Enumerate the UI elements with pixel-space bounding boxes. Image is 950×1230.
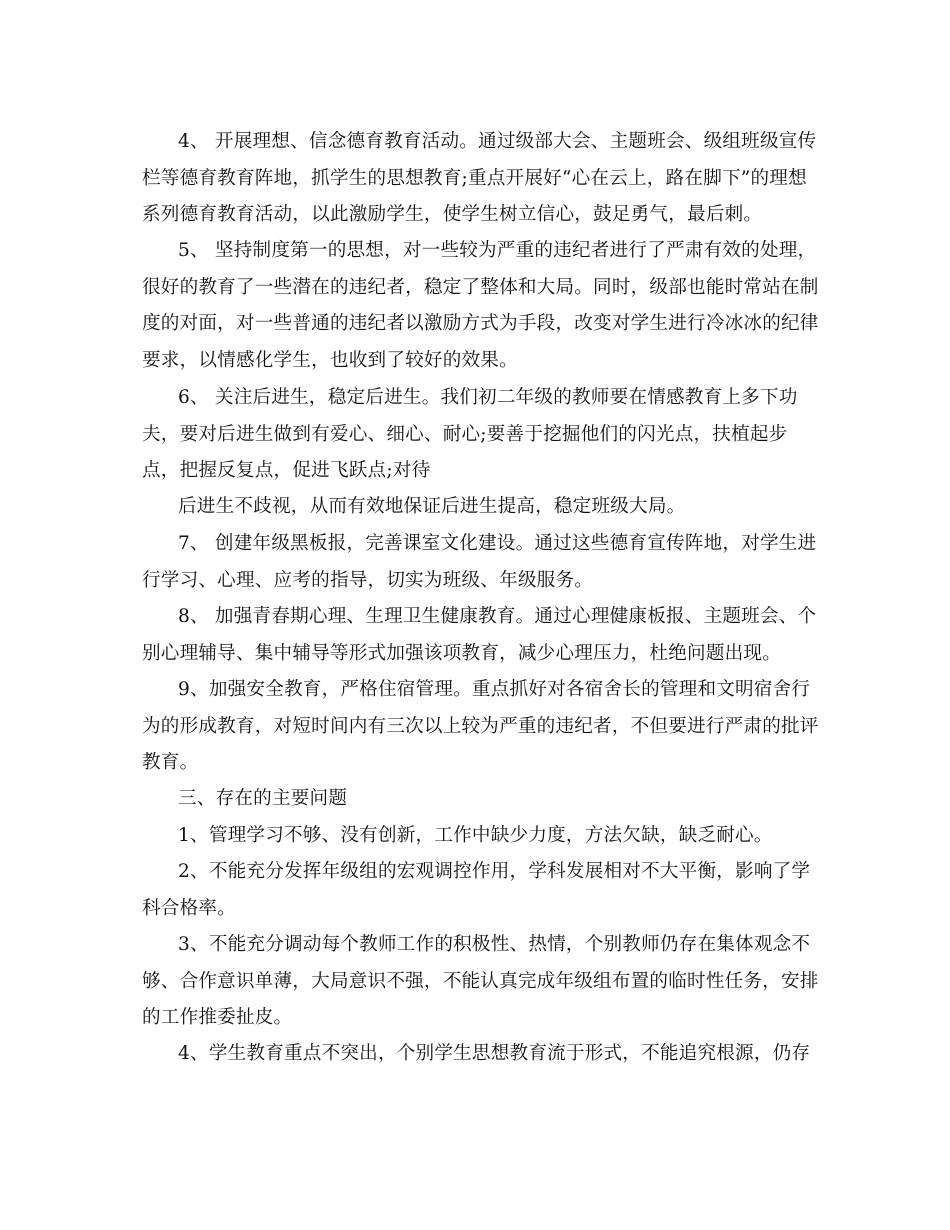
paragraph-item-8-health xyxy=(142,599,817,672)
text-line: 系列德育教育活动，以此激励学生，使学生树立信心，鼓足勇气，最后刺。 xyxy=(142,204,763,225)
paragraph-problem-2 xyxy=(142,854,812,927)
heading-text: 三、存在的主要问题 xyxy=(178,788,348,809)
text-line: 5、 坚持制度第一的思想，对一些较为严重的违纪者进行了严肃有效的处理， xyxy=(178,240,817,261)
text-line: 要求，以情感化学生，也收到了较好的效果。 xyxy=(142,349,518,371)
text-line: 9、加强安全教育，严格住宿管理。重点抓好对各宿舍长的管理和文明宿舍行 xyxy=(178,679,811,700)
text-line: 栏等德育教育阵地，抓学生的思想教育;重点开展好“心在云上，路在脚下”的理想 xyxy=(142,167,807,189)
text-line: 为的形成教育，对短时间内有三次以上较为严重的违纪者，不但要进行严肃的批评 xyxy=(142,715,819,737)
text-line: 4、学生教育重点不突出，个别学生思想教育流于形式，不能追究根源，仍存 xyxy=(178,1043,811,1064)
text-line: 行学习、心理、应考的指导，切实为班级、年级服务。 xyxy=(142,569,594,591)
text-line: 的工作推委扯皮。 xyxy=(142,1007,293,1028)
text-line: 教育。 xyxy=(142,752,199,773)
paragraph-problem-4 xyxy=(142,1036,812,1073)
text-line: 3、不能充分调动每个教师工作的积极性、热情，个别教师仍存在集体观念不 xyxy=(178,934,811,955)
paragraph-item-9-safety xyxy=(142,672,819,782)
paragraph-continuation xyxy=(142,489,812,526)
paragraph-item-5-discipline xyxy=(142,233,819,379)
paragraph-item-6-students xyxy=(142,380,812,490)
text-line: 7、 创建年级黑板报，完善课室文化建设。通过这些德育宣传阵地，对学生进 xyxy=(178,533,817,554)
text-line: 后进生不歧视，从而有效地保证后进生提高，稳定班级大局。 xyxy=(178,496,686,517)
text-line: 够、合作意识单薄，大局意识不强，不能认真完成年级组布置的临时性任务，安排 xyxy=(142,970,819,992)
paragraph-problem-3 xyxy=(142,927,819,1037)
paragraph-item-4-ideals xyxy=(142,124,817,234)
text-line: 别心理辅导、集中辅导等形式加强该项教育，减少心理压力，杜绝问题出现。 xyxy=(142,642,781,664)
text-line: 1、管理学习不够、没有创新，工作中缺少力度，方法欠缺，缺乏耐心。 xyxy=(178,825,773,846)
text-line: 点，把握反复点，促进飞跃点;对待 xyxy=(142,460,431,481)
paragraph-item-7-blackboard xyxy=(142,526,817,599)
text-line: 夫，要对后进生做到有爱心、细心、耐心;要善于挖掘他们的闪光点，扶植起步 xyxy=(142,423,788,445)
text-line: 6、 关注后进生，稳定后进生。我们初二年级的教师要在情感教育上多下功 xyxy=(178,387,798,408)
text-line: 科合格率。 xyxy=(142,897,236,919)
text-line: 很好的教育了一些潜在的违纪者，稳定了整体和大局。同时，级部也能时常站在制 xyxy=(142,276,819,298)
text-line: 度的对面，对一些普通的违纪者以激励方式为手段，改变对学生进行冷冰冰的纪律 xyxy=(142,313,819,334)
section-heading-main-problems xyxy=(142,781,812,818)
text-line: 4、 开展理想、信念德育教育活动。通过级部大会、主题班会、级组班级宣传 xyxy=(178,131,817,152)
text-line: 8、 加强青春期心理、生理卫生健康教育。通过心理健康板报、主题班会、个 xyxy=(178,606,817,627)
paragraph-problem-1 xyxy=(142,818,812,855)
text-line: 2、不能充分发挥年级组的宏观调控作用，学科发展相对不大平衡，影响了学 xyxy=(178,861,811,882)
